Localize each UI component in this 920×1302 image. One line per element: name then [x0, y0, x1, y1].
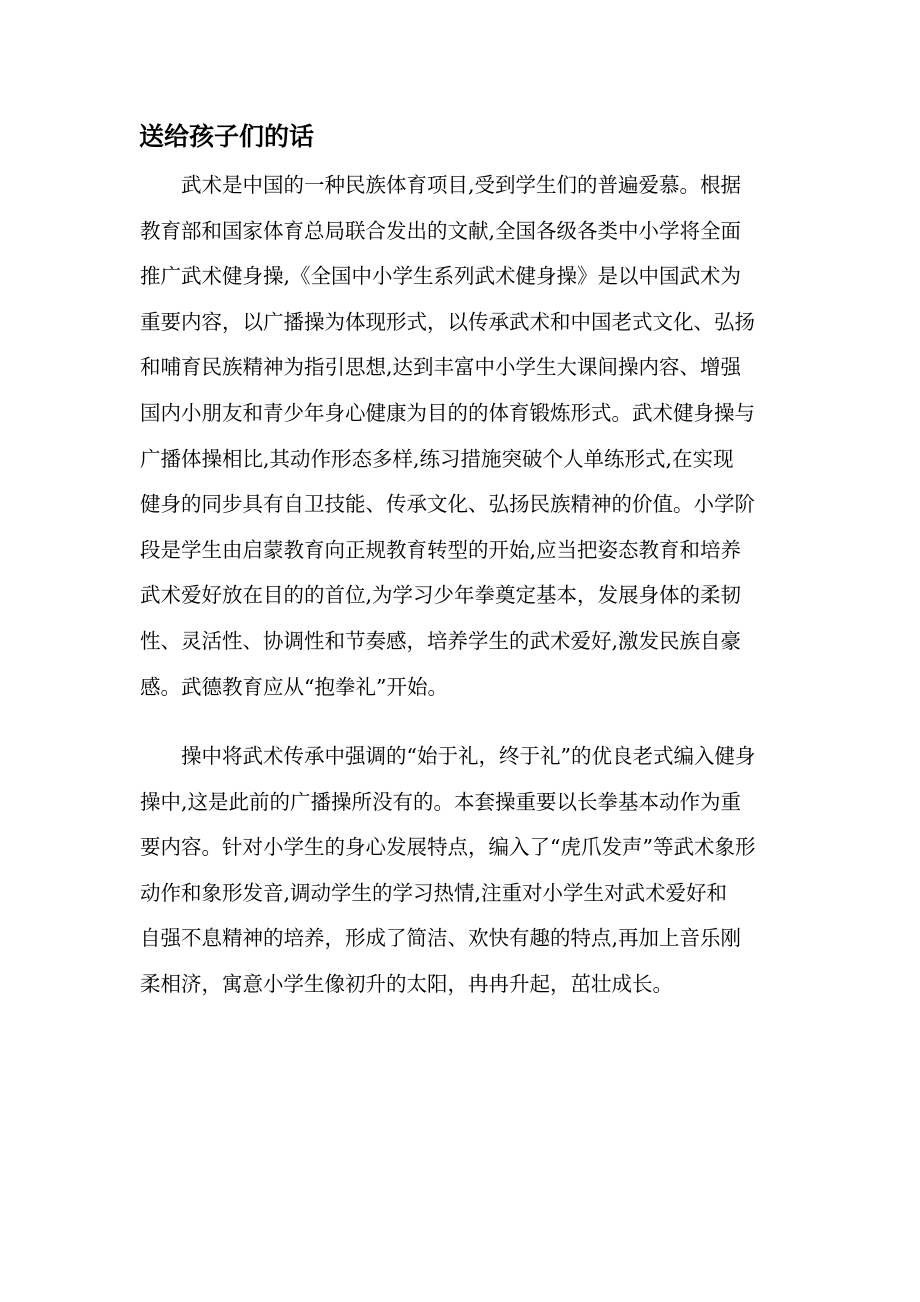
text-line: 感。武德教育应从“抱拳礼”开始。	[140, 674, 448, 699]
text-line: 柔相济，寓意小学生像初升的太阳，冉冉升起，茁壮成长。	[140, 971, 673, 996]
paragraph-2	[140, 734, 780, 1008]
text-line: 操中,这是此前的广播操所没有的。本套操重要以长拳基本动作为重	[140, 789, 742, 814]
text-line: 健身的同步具有自卫技能、传承文化、弘扬民族精神的价值。小学阶	[140, 492, 755, 517]
text-line: 武术是中国的一种民族体育项目,受到学生们的普遍爱慕。根据	[181, 173, 742, 197]
paragraph-1	[140, 163, 780, 710]
text-line: 段是学生由启蒙教育向正规教育转型的开始,应当把姿态教育和培养	[140, 537, 742, 562]
text-line: 动作和象形发音,调动学生的学习热情,注重对小学生对武术爱好和	[140, 880, 728, 905]
text-line: 武术爱好放在目的的首位,为学习少年拳奠定基本，发展身体的柔韧	[140, 583, 742, 608]
text-line: 和哺育民族精神为指引思想,达到丰富中小学生大课间操内容、增强	[140, 355, 742, 380]
text-line: 自强不息精神的培养，形成了简洁、欢快有趣的特点,再加上音乐刚	[140, 926, 742, 951]
text-line: 国内小朋友和青少年身心健康为目的的体育锻炼形式。武术健身操与	[140, 400, 755, 425]
document-title: 送给孩子们的话	[139, 122, 315, 151]
text-line: 性、灵活性、协调性和节奏感，培养学生的武术爱好,激发民族自豪	[140, 628, 742, 653]
text-line: 教育部和国家体育总局联合发出的文献,全国各级各类中小学将全面	[140, 218, 742, 243]
text-line: 重要内容，以广播操为体现形式，以传承武术和中国老式文化、弘扬	[140, 309, 755, 334]
text-line: 操中将武术传承中强调的“始于礼，终于礼”的优良老式编入健身	[181, 744, 756, 768]
text-line: 要内容。针对小学生的身心发展特点，编入了“虎爪发声”等武术象形	[140, 835, 756, 860]
text-line: 推广武术健身操,《全国中小学生系列武术健身操》是以中国武术为	[140, 264, 742, 289]
text-line: 广播体操相比,其动作形态多样,练习措施突破个人单练形式,在实现	[140, 446, 734, 471]
